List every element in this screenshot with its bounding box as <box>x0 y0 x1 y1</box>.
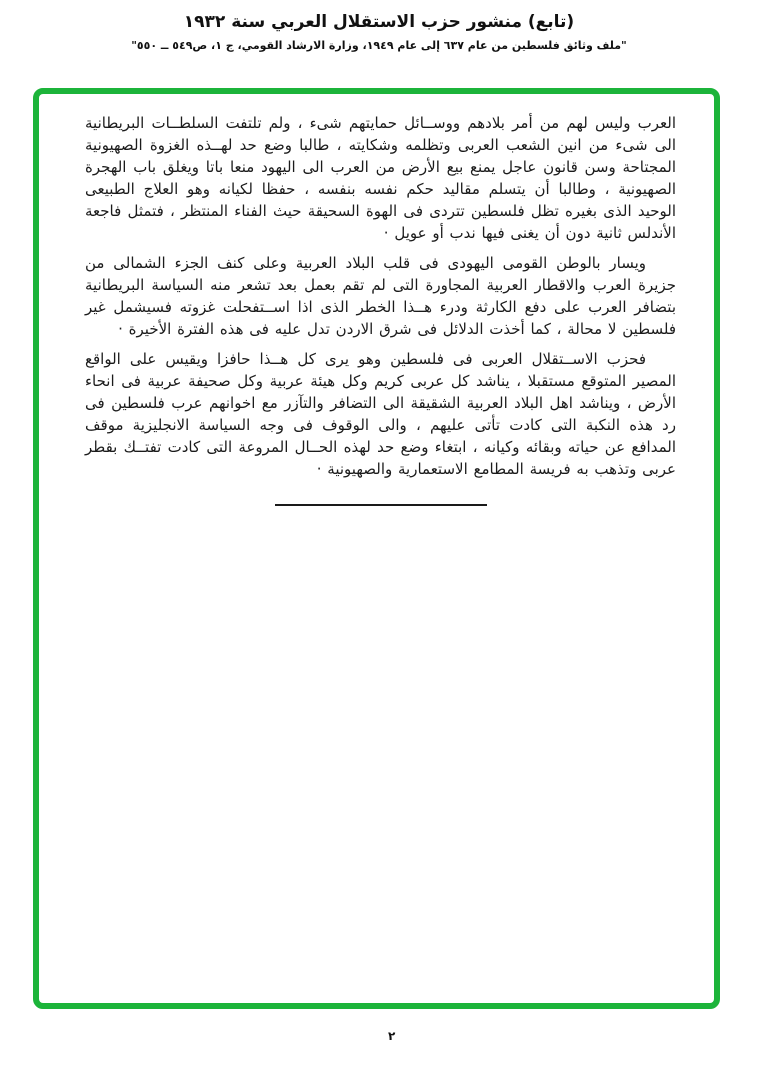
document-title: (تابع) منشور حزب الاستقلال العربي سنة ١٩٣٢ <box>183 12 575 32</box>
page-number: ٢ <box>388 1029 396 1043</box>
document-border-frame <box>33 88 720 1009</box>
body-paragraph-1: العرب وليس لهم من أمر بلادهم ووســائل حمايتهم شىء ، ولم تلتفت السلطــات البريطانية الى شىء من انين الشعب العربى وتظلمه وشكايته ، طالبا وضع حد لهــذه الغزوة الصهيونية المجتاحة وسن قانون عاجل يمنع بيع الأرض من العرب الى اليهود منعا باتا ويغلق باب الهجرة الصهيونية ، وطالبا أن يتسلم مقاليد حكم نفسه بنفسه ، حفظا لكيانه وهو العلاج الطبيعى الوحيد الذى بغيره تظل فلسطين تتردى فى الهوة السحيقة حيث الفناء المنتظر ، فتمثل فاجعة الأندلس ثانية دون أن يغنى فيها ندب أو عويل · <box>85 114 676 242</box>
section-divider <box>275 504 487 506</box>
body-paragraph-2: ويسار بالوطن القومى اليهودى فى قلب البلاد العربية وعلى كنف الجزء الشمالى من جزيرة العرب والاقطار العربية المجاورة التى لم تقم بعمل بعد تشعر منه السياسة البريطانية بتضافر العرب على دفع الكارثة ودرء هــذا الخطر الذى اذا اســتفحلت غزوته فسيشمل غير فلسطين لا محالة ، كما أخذت الدلائل فى شرق الاردن تدل عليه فى هذه الفترة الأخيرة · <box>85 254 676 338</box>
page-header <box>0 10 758 53</box>
document-source-citation: "ملف وثائق فلسطين من عام ٦٣٧ إلى عام ١٩٤٩، وزارة الارشاد القومي، ج ١، ص٥٤٩ ــ ٥٥٠" <box>131 39 627 52</box>
body-paragraph-3: فحزب الاســتقلال العربى فى فلسطين وهو يرى كل هــذا حافزا ويقيس على الواقع المصير المتوقع مستقبلا ، يناشد كل عربى كريم وكل هيئة عربية وكل صحيفة عربية فى انحاء الأرض ، ويناشد اهل البلاد العربية الشقيقة الى التضافر والتآزر مع اخوانهم عرب فلسطين فى رد هذه النكبة التى كادت تأتى عليهم ، والى الوقوف فى وجه السياسة الانجليزية موقف المدافع عن حياته وبقائه وكيانه ، ابتغاء وضع حد لهذه الحــال المروعة التى كادت تفتــك بقطر عربى وتذهب به فريسة المطامع الاستعمارية والصهيونية · <box>85 350 676 478</box>
